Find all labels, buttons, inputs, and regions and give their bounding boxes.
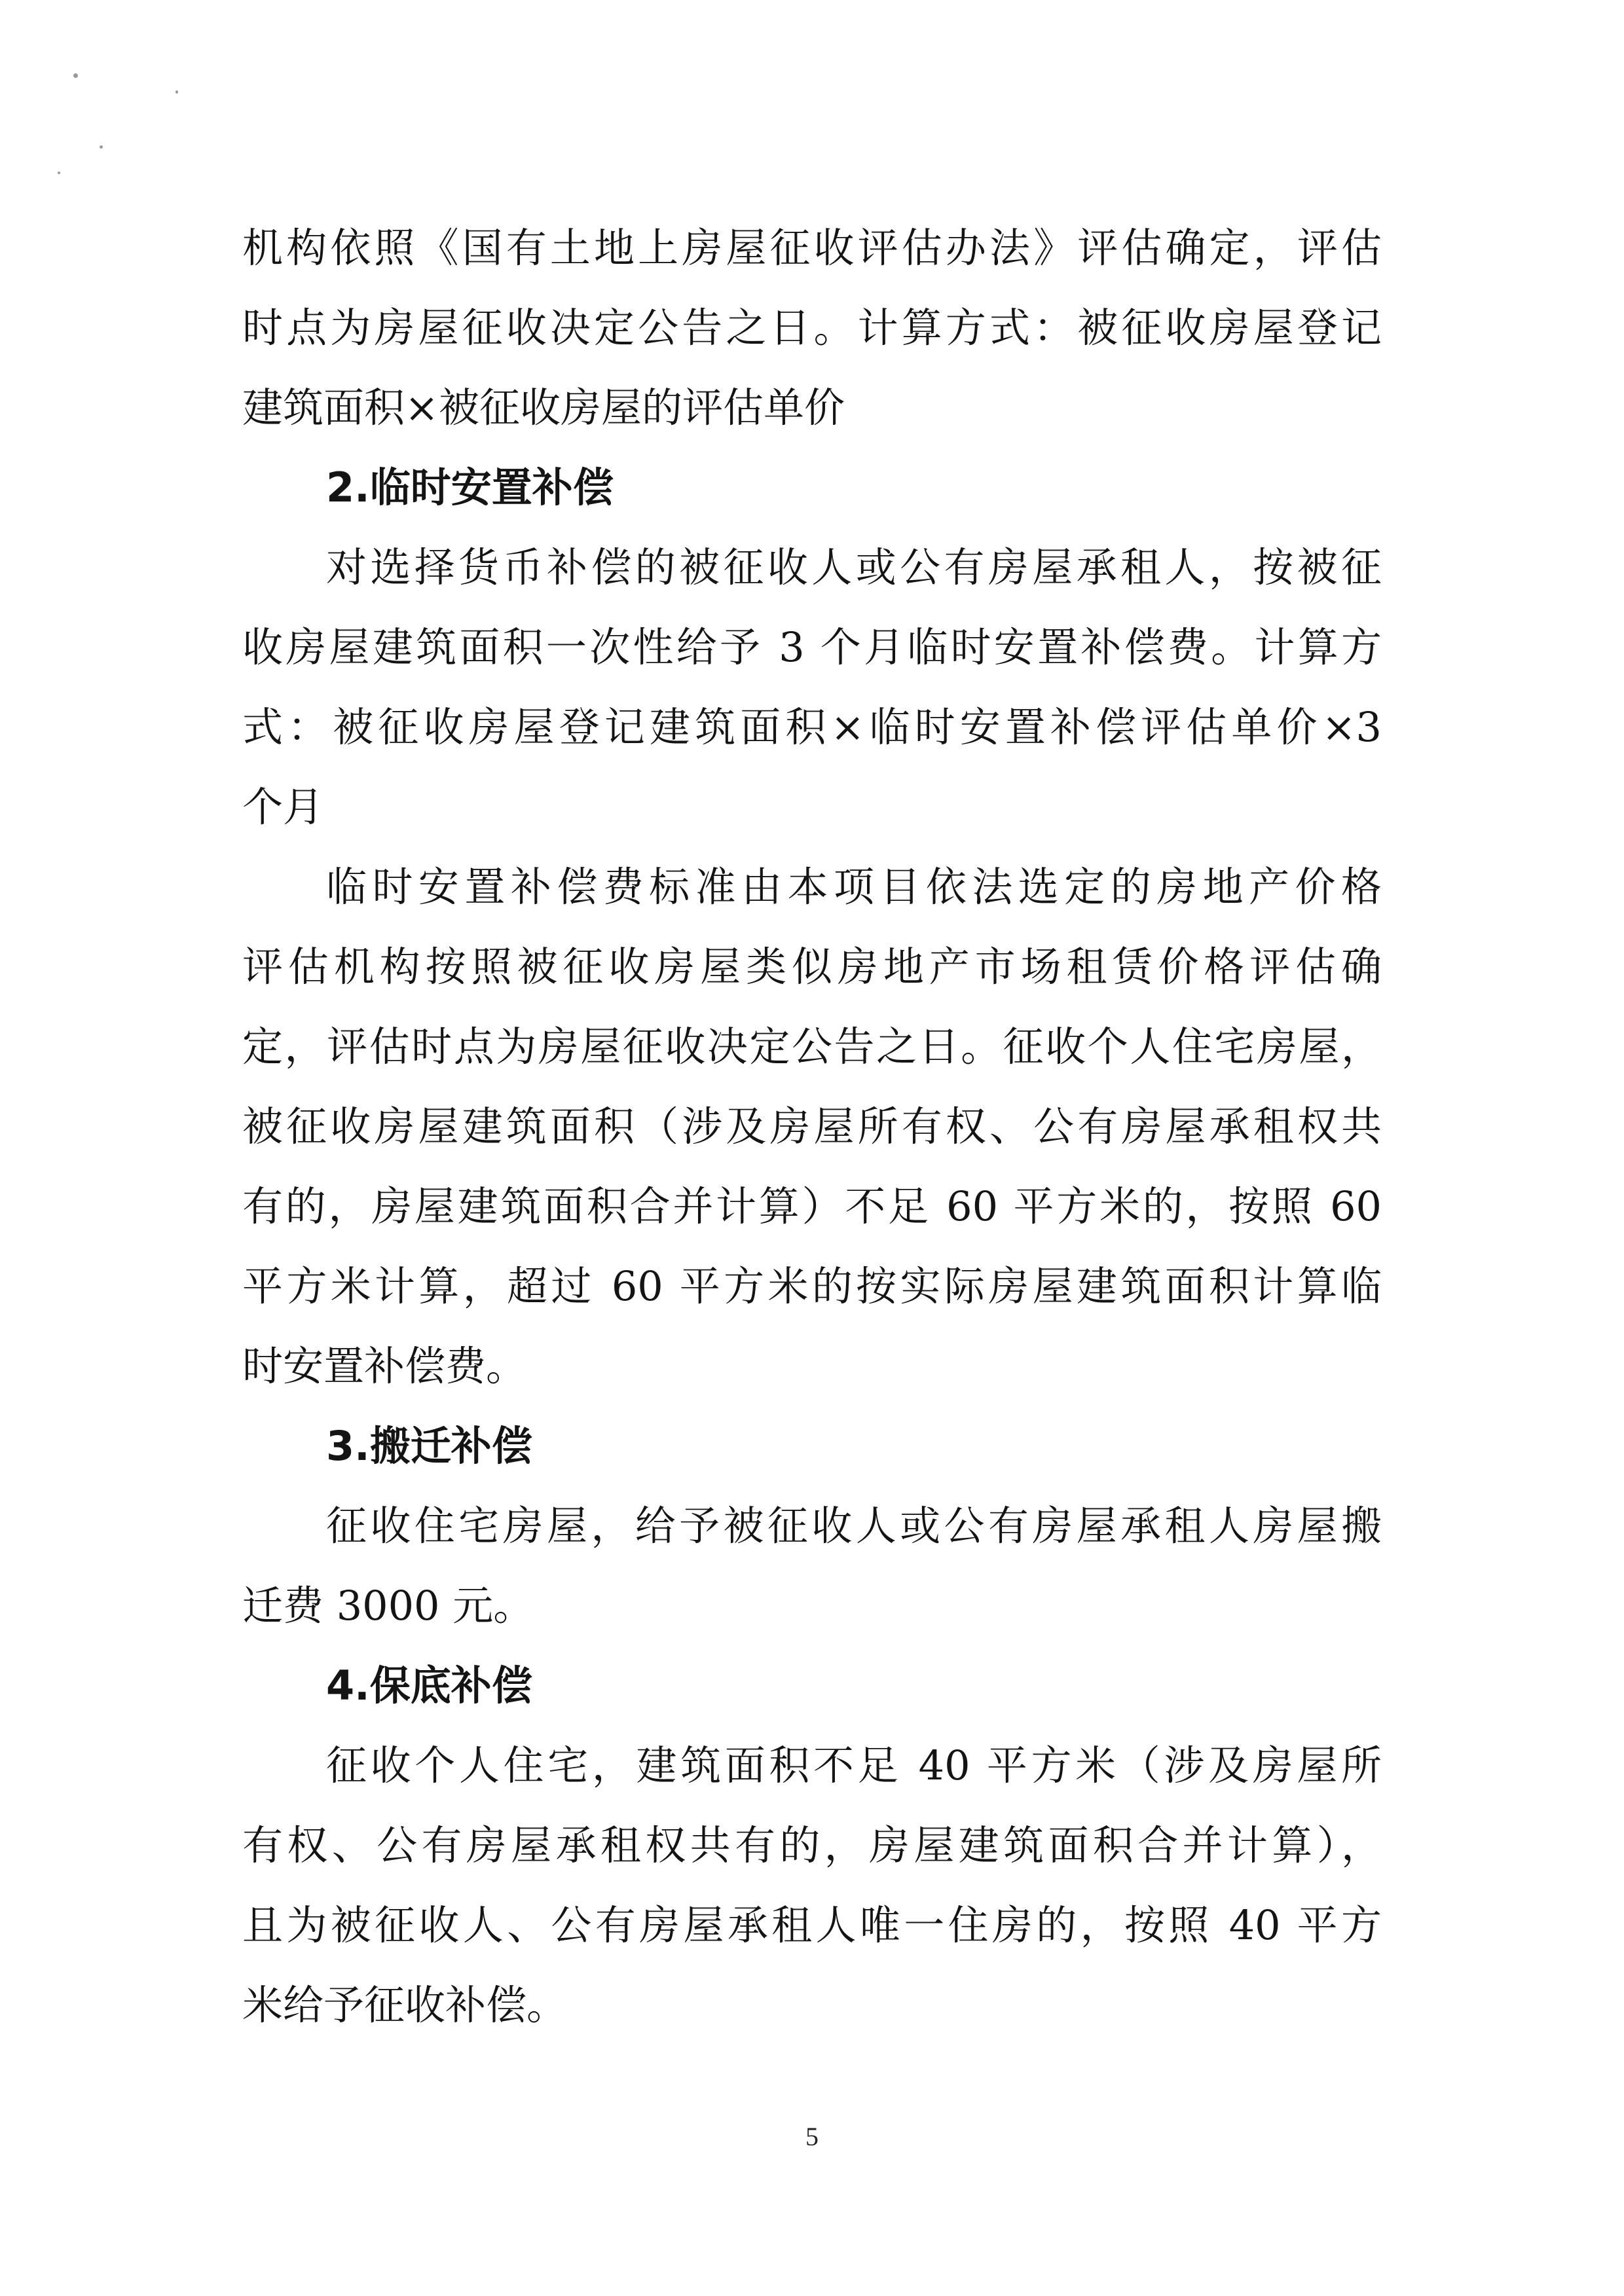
text-line: 建筑面积×被征收房屋的评估单价 — [242, 384, 845, 431]
text-line: 征收个人住宅，建筑面积不足 40 平方米（涉及房屋所 — [326, 1741, 1382, 1789]
text-line: 机构依照《国有土地上房屋征收评估办法》评估确定，评估 — [242, 224, 1382, 272]
paragraph — [242, 528, 1382, 847]
paragraph — [242, 1486, 1382, 1646]
text-line: 评估机构按照被征收房屋类似房地产市场租赁价格评估确 — [242, 943, 1382, 991]
scan-speck — [73, 73, 78, 78]
text-line: 且为被征收人、公有房屋承租人唯一住房的，按照 40 平方 — [242, 1901, 1382, 1949]
text-line: 平方米计算，超过 60 平方米的按实际房屋建筑面积计算临 — [242, 1262, 1382, 1310]
scan-speck — [175, 90, 178, 94]
section-heading: 2.临时安置补偿 — [326, 464, 614, 511]
page-number: 5 — [805, 2122, 819, 2151]
scan-speck — [100, 145, 103, 149]
text-line: 时安置补偿费。 — [242, 1342, 527, 1390]
text-line: 被征收房屋建筑面积（涉及房屋所有权、公有房屋承租权共 — [242, 1102, 1382, 1150]
paragraph — [242, 208, 1382, 448]
text-line: 收房屋建筑面积一次性给予 3 个月临时安置补偿费。计算方 — [242, 623, 1382, 671]
scan-speck — [58, 172, 60, 174]
text-line: 迁费 3000 元。 — [242, 1582, 534, 1630]
text-line: 时点为房屋征收决定公告之日。计算方式：被征收房屋登记 — [242, 304, 1382, 352]
section-heading: 4.保底补偿 — [326, 1662, 532, 1709]
paragraph — [242, 847, 1382, 1406]
body-text — [242, 208, 1382, 2045]
text-line: 有的，房屋建筑面积合并计算）不足 60 平方米的，按照 60 — [242, 1182, 1382, 1230]
section-heading: 3.搬迁补偿 — [326, 1422, 532, 1470]
text-line: 征收住宅房屋，给予被征收人或公有房屋承租人房屋搬 — [326, 1502, 1382, 1550]
text-line: 定，评估时点为房屋征收决定公告之日。征收个人住宅房屋， — [242, 1023, 1382, 1070]
text-line: 米给予征收补偿。 — [242, 1981, 568, 2029]
text-line: 个月 — [242, 783, 324, 831]
text-line: 有权、公有房屋承租权共有的，房屋建筑面积合并计算）， — [242, 1821, 1382, 1869]
paragraph — [242, 1726, 1382, 2045]
text-line: 式：被征收房屋登记建筑面积×临时安置补偿评估单价×3 — [242, 703, 1382, 751]
text-line: 临时安置补偿费标准由本项目依法选定的房地产价格 — [326, 863, 1382, 911]
text-line: 对选择货币补偿的被征收人或公有房屋承租人，按被征 — [326, 543, 1382, 591]
